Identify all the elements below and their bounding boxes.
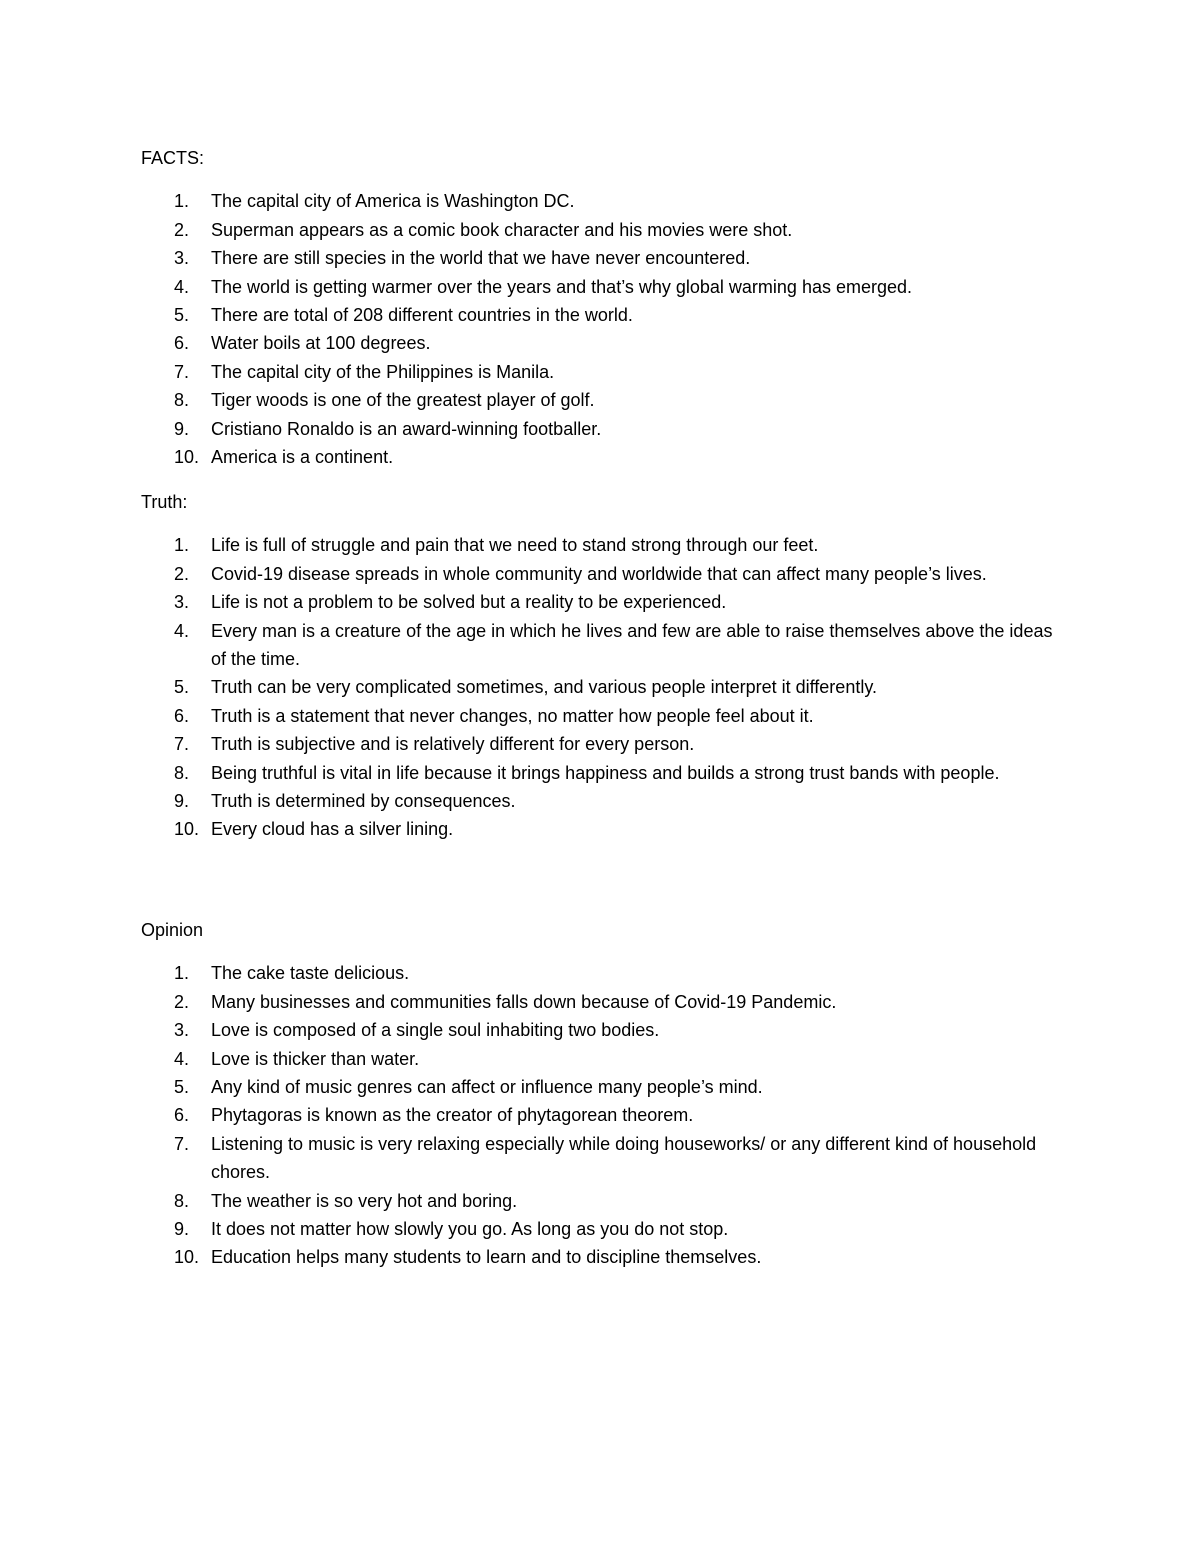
list-item <box>141 673 1061 701</box>
item-number: 5. <box>174 677 190 698</box>
list-item <box>141 702 1061 730</box>
item-text: Being truthful is vital in life because it brings happiness and builds a strong trust bands with people. <box>211 762 1000 783</box>
facts-list <box>141 187 1061 471</box>
item-number: 5. <box>174 1077 190 1098</box>
item-text: America is a continent. <box>211 447 394 468</box>
list-item <box>141 959 1061 987</box>
item-number: 2. <box>174 219 190 240</box>
item-number: 1. <box>174 535 190 556</box>
item-text: Any kind of music genres can affect or influence many people’s mind. <box>211 1077 763 1098</box>
item-text: Truth is subjective and is relatively different for every person. <box>211 734 695 755</box>
opinion-list <box>141 959 1061 1271</box>
item-number: 8. <box>174 762 190 783</box>
list-item <box>141 1215 1061 1243</box>
item-number: 8. <box>174 390 190 411</box>
list-item <box>141 988 1061 1016</box>
item-text: Truth is a statement that never changes, no matter how people feel about it. <box>211 705 814 726</box>
item-number: 7. <box>174 1133 190 1154</box>
item-text: There are still species in the world that we have never encountered. <box>211 248 751 269</box>
list-item <box>141 187 1061 215</box>
item-number: 4. <box>174 276 190 297</box>
list-item <box>141 531 1061 559</box>
item-text: Covid-19 disease spreads in whole community and worldwide that can affect many people’s lives. <box>211 563 987 584</box>
item-text: The weather is so very hot and boring. <box>211 1190 518 1211</box>
item-text: Life is full of struggle and pain that we need to stand strong through our feet. <box>211 535 819 556</box>
list-item <box>141 329 1061 357</box>
item-text: Phytagoras is known as the creator of phytagorean theorem. <box>211 1105 694 1126</box>
list-item <box>141 617 1061 674</box>
item-text: Cristiano Ronaldo is an award-winning footballer. <box>211 418 602 439</box>
list-item <box>141 730 1061 758</box>
list-item <box>141 1045 1061 1073</box>
item-number: 10. <box>174 819 200 840</box>
opinion-section <box>141 916 1061 1272</box>
item-number: 5. <box>174 305 190 326</box>
item-text: Truth can be very complicated sometimes, and various people interpret it differently. <box>211 677 877 698</box>
list-item <box>141 244 1061 272</box>
item-number: 3. <box>174 1020 190 1041</box>
section-heading: Truth: <box>141 492 188 512</box>
list-item <box>141 1243 1061 1271</box>
item-text: The world is getting warmer over the years and that’s why global warming has emerged. <box>211 276 913 297</box>
item-number: 9. <box>174 418 190 439</box>
item-number: 10. <box>174 1247 200 1268</box>
list-item <box>141 759 1061 787</box>
list-item <box>141 443 1061 471</box>
list-item <box>141 787 1061 815</box>
list-item <box>141 301 1061 329</box>
item-text: There are total of 208 different countries in the world. <box>211 305 633 326</box>
item-text: Many businesses and communities falls down because of Covid-19 Pandemic. <box>211 991 837 1012</box>
item-number: 4. <box>174 620 190 641</box>
item-text: Love is composed of a single soul inhabiting two bodies. <box>211 1020 660 1041</box>
list-item <box>141 1016 1061 1044</box>
item-number: 6. <box>174 333 190 354</box>
list-item <box>141 386 1061 414</box>
item-number: 7. <box>174 734 190 755</box>
item-number: 2. <box>174 563 190 584</box>
item-number: 9. <box>174 791 190 812</box>
list-item <box>141 1101 1061 1129</box>
item-text: Water boils at 100 degrees. <box>211 333 431 354</box>
truth-section <box>141 488 1061 844</box>
item-text: It does not matter how slowly you go. As long as you do not stop. <box>211 1219 729 1240</box>
list-item <box>141 358 1061 386</box>
item-text: Every cloud has a silver lining. <box>211 819 454 840</box>
item-text: Every man is a creature of the age in which he lives and few are able to raise themselves above the ideas of the time. <box>211 620 1053 670</box>
section-heading: Opinion <box>141 920 204 940</box>
item-number: 1. <box>174 963 190 984</box>
item-text: Truth is determined by consequences. <box>211 791 516 812</box>
list-item <box>141 815 1061 843</box>
item-text: The capital city of America is Washington DC. <box>211 191 575 212</box>
item-text: Listening to music is very relaxing especially while doing houseworks/ or any different kind of household chores. <box>211 1133 1037 1183</box>
item-number: 6. <box>174 1105 190 1126</box>
item-text: The cake taste delicious. <box>211 963 410 984</box>
item-text: Education helps many students to learn and to discipline themselves. <box>211 1247 762 1268</box>
facts-section <box>141 144 1061 471</box>
item-number: 3. <box>174 592 190 613</box>
item-number: 8. <box>174 1190 190 1211</box>
item-text: Tiger woods is one of the greatest player of golf. <box>211 390 595 411</box>
item-text: The capital city of the Philippines is Manila. <box>211 361 555 382</box>
item-number: 3. <box>174 248 190 269</box>
list-item <box>141 1073 1061 1101</box>
item-number: 2. <box>174 991 190 1012</box>
list-item <box>141 560 1061 588</box>
list-item <box>141 1187 1061 1215</box>
item-text: Superman appears as a comic book character and his movies were shot. <box>211 219 793 240</box>
section-heading: FACTS: <box>141 148 205 168</box>
item-number: 6. <box>174 705 190 726</box>
item-number: 7. <box>174 361 190 382</box>
item-text: Love is thicker than water. <box>211 1048 420 1069</box>
item-number: 1. <box>174 191 190 212</box>
truth-list <box>141 531 1061 843</box>
item-number: 10. <box>174 447 200 468</box>
list-item <box>141 1130 1061 1187</box>
item-text: Life is not a problem to be solved but a reality to be experienced. <box>211 592 727 613</box>
list-item <box>141 216 1061 244</box>
item-number: 4. <box>174 1048 190 1069</box>
list-item <box>141 588 1061 616</box>
list-item <box>141 415 1061 443</box>
item-number: 9. <box>174 1219 190 1240</box>
list-item <box>141 273 1061 301</box>
